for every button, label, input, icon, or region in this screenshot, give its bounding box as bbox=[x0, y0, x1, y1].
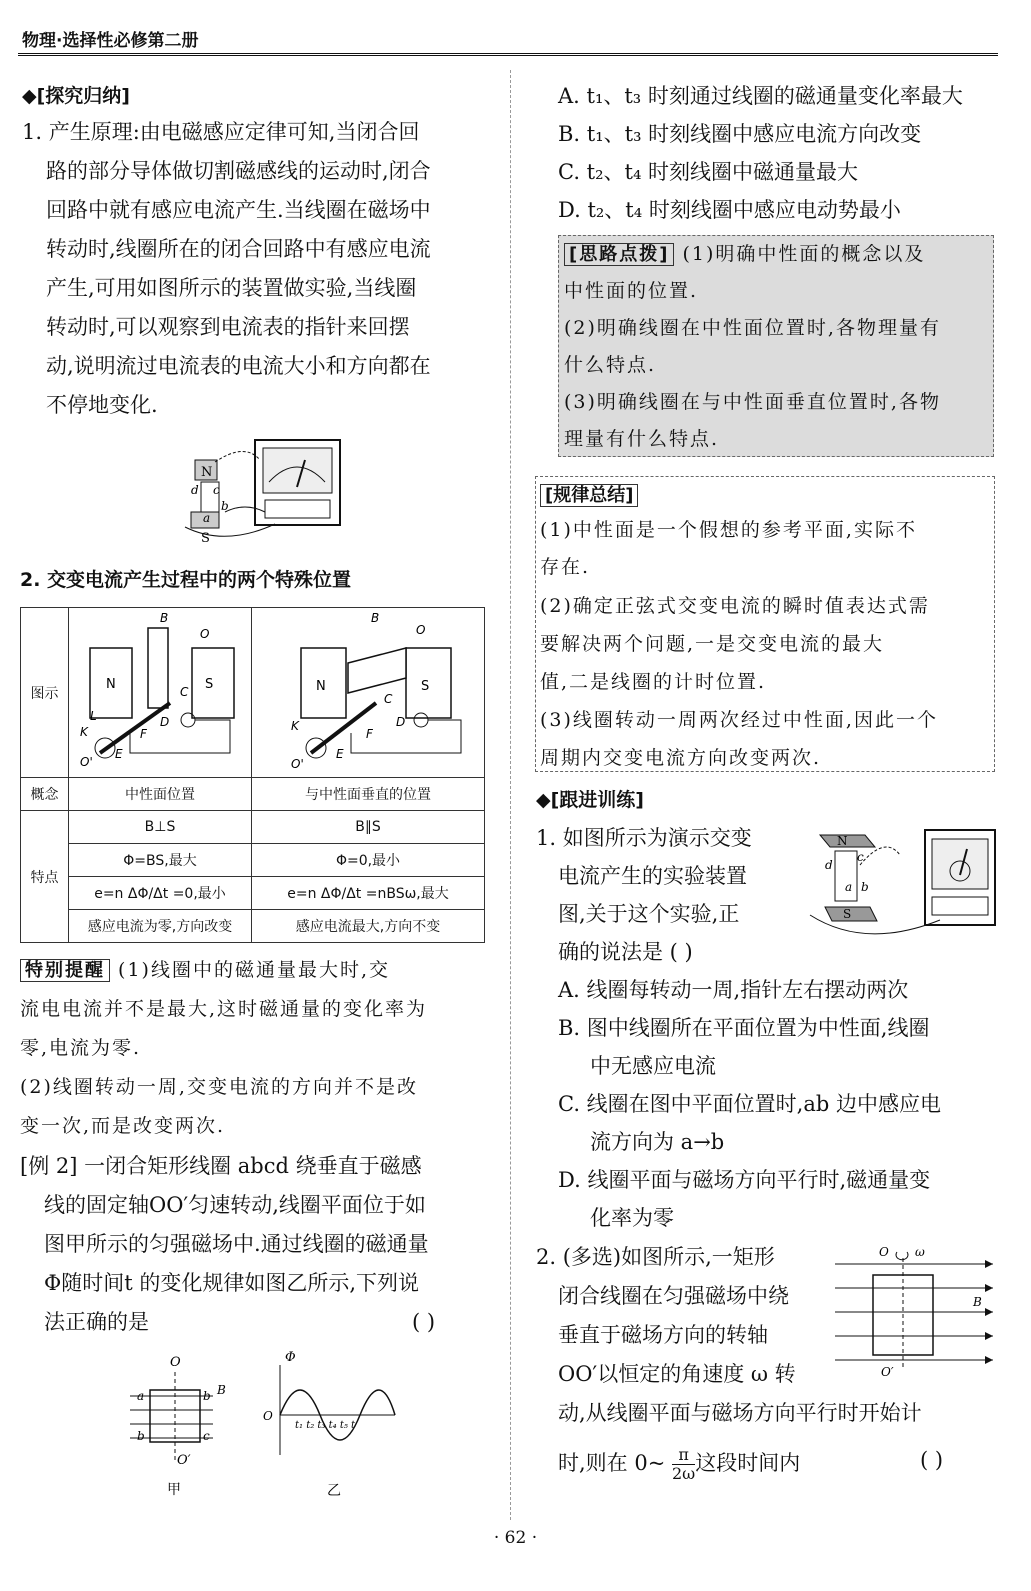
feature-cell: Φ=BS,最大 bbox=[69, 844, 252, 877]
example-line bbox=[20, 1152, 422, 1180]
label-n: N bbox=[837, 834, 848, 848]
q1-option-b-cont: 中无感应电流 bbox=[590, 1054, 716, 1078]
label-b: B bbox=[370, 611, 379, 625]
label-e: E bbox=[335, 747, 344, 761]
label-d: d bbox=[825, 858, 833, 872]
header-title: 物理·选择性必修第二册 bbox=[22, 31, 199, 51]
q1-line: 确的说法是 ( ) bbox=[558, 940, 693, 964]
label-a: a bbox=[845, 880, 853, 894]
example-tag: [例 2] bbox=[20, 1154, 78, 1178]
label-f: F bbox=[365, 727, 373, 741]
hint-line: 什么特点. bbox=[564, 354, 657, 376]
label-e: E bbox=[115, 747, 123, 761]
page-header bbox=[18, 22, 998, 56]
example-text: 一闭合矩形线圈 abcd 绕垂直于磁感 bbox=[77, 1154, 422, 1178]
reminder-tag: 特别提醒 bbox=[20, 959, 110, 982]
label-phi: Φ bbox=[285, 1350, 296, 1365]
q2-last-line bbox=[558, 1446, 800, 1483]
label-o-prime: O' bbox=[80, 755, 93, 769]
caption-jia: 甲 bbox=[167, 1482, 181, 1498]
rotation-arrow bbox=[860, 847, 900, 865]
label-b: b bbox=[221, 499, 229, 513]
feature-cell: 感应电流为零,方向改变 bbox=[69, 910, 252, 943]
feature-cell: e=n ΔΦ/Δt =nBSω,最大 bbox=[252, 877, 485, 910]
reminder-line bbox=[20, 956, 390, 985]
time-ticks: t₁ t₂ t₃ t₄ t₅ t bbox=[295, 1420, 356, 1431]
q2-line: 垂直于磁场方向的转轴 bbox=[558, 1323, 768, 1347]
example-line: 线的固定轴OO′匀速转动,线圈平面位于如 bbox=[44, 1193, 426, 1217]
label-o: O bbox=[415, 623, 425, 637]
page-number: · 62 · bbox=[493, 1528, 538, 1548]
row-label-diagram: 图示 bbox=[21, 608, 69, 778]
rotation-icon bbox=[896, 1252, 908, 1260]
label-o: O bbox=[200, 627, 210, 641]
ammeter-icon bbox=[181, 713, 195, 727]
para-line: 转动时,可以观察到电流表的指针来回摆 bbox=[46, 315, 410, 339]
arrow-head bbox=[985, 1284, 993, 1292]
example-line: 法正确的是 bbox=[44, 1310, 149, 1334]
rule-line: (2)确定正弦式交变电流的瞬时值表达式需 bbox=[540, 595, 930, 617]
neutral-plane-svg bbox=[70, 608, 250, 773]
rule-line: (3)线圈转动一周两次经过中性面,因此一个 bbox=[540, 709, 938, 731]
para-line: 路的部分导体做切割磁感线的运动时,闭合 bbox=[46, 159, 431, 183]
q1-line: 电流产生的实验装置 bbox=[558, 864, 747, 888]
ammeter-base bbox=[265, 500, 330, 518]
figure-jia bbox=[125, 1350, 235, 1500]
label-omega: ω bbox=[915, 1245, 925, 1259]
rule-tag: [规律总结] bbox=[540, 480, 638, 510]
q2-last-suffix: 这段时间内 bbox=[695, 1451, 801, 1475]
q1-line: 图,关于这个实验,正 bbox=[558, 902, 740, 926]
q2-line: 2. (多选)如图所示,一矩形 bbox=[536, 1245, 775, 1269]
para-line: 转动时,线圈所在的闭合回路中有感应电流 bbox=[46, 237, 431, 261]
q1-option-d-cont: 化率为零 bbox=[590, 1206, 674, 1230]
label-b: B bbox=[160, 611, 169, 625]
caption-yi: 乙 bbox=[327, 1483, 341, 1499]
option-d: D. t₂、t₄ 时刻线圈中感应电动势最小 bbox=[558, 198, 901, 222]
para-line: 产生,可用如图所示的装置做实验,当线圈 bbox=[46, 276, 417, 300]
feature-cell: B∥S bbox=[252, 811, 485, 844]
hint-line: 理量有什么特点. bbox=[564, 428, 720, 450]
arrow-head bbox=[985, 1356, 993, 1364]
label-d: D bbox=[160, 715, 170, 729]
hint-line: (2)明确线圈在中性面位置时,各物理量有 bbox=[564, 317, 941, 339]
column-divider bbox=[510, 70, 511, 1520]
hint-line: 中性面的位置. bbox=[564, 280, 699, 302]
label-o-prime: O' bbox=[290, 757, 304, 771]
perpendicular-svg bbox=[256, 608, 481, 773]
perpendicular-diagram bbox=[252, 608, 485, 778]
feature-cell: e=n ΔΦ/Δt =0,最小 bbox=[69, 877, 252, 910]
section-training-title: ◆[跟进训练] bbox=[536, 789, 644, 811]
para-line: 1. 产生原理:由电磁感应定律可知,当闭合回 bbox=[22, 120, 420, 144]
label-s: S bbox=[205, 677, 214, 692]
example-line: 图甲所示的匀强磁场中.通过线圈的磁通量 bbox=[44, 1232, 429, 1256]
hint-tag: [思路点拨] bbox=[564, 243, 674, 266]
section-explore-title: ◆[探究归纳] bbox=[22, 85, 130, 107]
rule-line: 存在. bbox=[540, 556, 591, 578]
label-a: a bbox=[137, 1389, 145, 1403]
neutral-plane-diagram bbox=[69, 608, 252, 778]
coil-horizontal bbox=[348, 648, 406, 693]
label-c: c bbox=[203, 1429, 210, 1443]
label-l: L bbox=[90, 709, 97, 723]
label-a: a bbox=[203, 511, 211, 525]
fraction-numerator: π bbox=[672, 1446, 695, 1465]
arrow-head bbox=[985, 1308, 993, 1316]
coil-vertical bbox=[148, 628, 168, 708]
label-b: B bbox=[973, 1295, 982, 1309]
label-d: d bbox=[191, 483, 199, 497]
arrow-head bbox=[985, 1260, 993, 1268]
q1-option-c-cont: 流方向为 a→b bbox=[590, 1130, 725, 1154]
para-line: 不停地变化. bbox=[46, 393, 158, 417]
concept-neutral: 中性面位置 bbox=[69, 778, 252, 811]
rule-line: 值,二是线圈的计时位置. bbox=[540, 671, 767, 693]
row-label-concept: 概念 bbox=[21, 778, 69, 811]
label-o: O bbox=[170, 1355, 181, 1370]
reminder-line: 零,电流为零. bbox=[20, 1037, 142, 1059]
concept-perpendicular: 与中性面垂直的位置 bbox=[252, 778, 485, 811]
label-f: F bbox=[140, 727, 147, 741]
hint-line: (3)明确线圈在与中性面垂直位置时,各物 bbox=[564, 391, 941, 413]
q2-line: 动,从线圈平面与磁场方向平行时开始计 bbox=[558, 1401, 922, 1425]
q1-line: 1. 如图所示为演示交变 bbox=[536, 826, 752, 850]
label-b: b bbox=[861, 880, 869, 894]
q2-answer-paren: ( ) bbox=[920, 1448, 944, 1472]
label-b-top: b bbox=[203, 1389, 211, 1403]
reminder-text: (1)线圈中的磁通量最大时,交 bbox=[110, 959, 390, 981]
label-s: S bbox=[843, 907, 852, 921]
reminder-line: (2)线圈转动一周,交变电流的方向并不是改 bbox=[20, 1076, 418, 1098]
fraction-denominator: 2ω bbox=[672, 1464, 696, 1483]
option-b: B. t₁、t₃ 时刻线圈中感应电流方向改变 bbox=[558, 122, 922, 146]
label-c: C bbox=[180, 685, 189, 699]
fraction bbox=[672, 1446, 695, 1483]
option-c: C. t₂、t₄ 时刻线圈中磁通量最大 bbox=[558, 160, 859, 184]
rule-line: 周期内交变电流方向改变两次. bbox=[540, 747, 822, 769]
q1-option-b: B. 图中线圈所在平面位置为中性面,线圈 bbox=[558, 1016, 930, 1040]
label-c: c bbox=[213, 483, 220, 497]
example-line: Φ随时间t 的变化规律如图乙所示,下列说 bbox=[44, 1271, 420, 1295]
label-k: K bbox=[290, 719, 299, 733]
label-n: N bbox=[315, 679, 326, 694]
label-n: N bbox=[201, 465, 213, 480]
feature-cell: 感应电流最大,方向不变 bbox=[252, 910, 485, 943]
label-s: S bbox=[201, 531, 210, 546]
q2-line: 闭合线圈在匀强磁场中绕 bbox=[558, 1284, 789, 1308]
rotation-arrow bbox=[215, 451, 260, 462]
q1-apparatus-figure bbox=[805, 825, 1000, 955]
label-c: c bbox=[857, 850, 864, 864]
rule-line: (1)中性面是一个假想的参考平面,实际不 bbox=[540, 519, 917, 541]
special-positions-title: 2. 交变电流产生过程中的两个特殊位置 bbox=[20, 569, 352, 591]
ammeter-base bbox=[932, 897, 988, 915]
label-n: N bbox=[106, 677, 116, 692]
generator-ammeter-figure bbox=[165, 432, 350, 552]
label-field-b: B bbox=[217, 1383, 226, 1397]
para-line: 回路中就有感应电流产生.当线圈在磁场中 bbox=[46, 198, 431, 222]
label-o-prime: O′ bbox=[881, 1365, 894, 1379]
hint-line bbox=[564, 240, 925, 269]
q1-option-c: C. 线圈在图中平面位置时,ab 边中感应电 bbox=[558, 1092, 941, 1116]
answer-paren: ( ) bbox=[412, 1310, 436, 1334]
hint-text: (1)明确中性面的概念以及 bbox=[674, 243, 926, 265]
label-c: C bbox=[383, 692, 392, 706]
label-o: O bbox=[879, 1245, 889, 1259]
q1-option-d: D. 线圈平面与磁场方向平行时,磁通量变 bbox=[558, 1168, 931, 1192]
special-positions-table bbox=[20, 607, 485, 943]
rule-line: 要解决两个问题,一是交变电流的最大 bbox=[540, 633, 885, 655]
magnet-n bbox=[820, 835, 875, 847]
feature-cell: B⊥S bbox=[69, 811, 252, 844]
row-label-feature: 特点 bbox=[21, 811, 69, 943]
feature-cell: Φ=0,最小 bbox=[252, 844, 485, 877]
label-d: D bbox=[395, 715, 405, 729]
arrow-head bbox=[985, 1332, 993, 1340]
label-k: K bbox=[80, 725, 88, 739]
q2-coil-figure bbox=[835, 1240, 1000, 1380]
reminder-line: 变一次,而是改变两次. bbox=[20, 1115, 226, 1137]
q1-option-a: A. 线圈每转动一周,指针左右摆动两次 bbox=[558, 978, 909, 1002]
figure-yi bbox=[255, 1345, 405, 1500]
para-line: 动,说明流过电流表的电流大小和方向都在 bbox=[46, 354, 431, 378]
label-s: S bbox=[420, 679, 429, 694]
q2-last-prefix: 时,则在 0~ bbox=[558, 1451, 666, 1475]
label-origin: O bbox=[263, 1409, 273, 1423]
q2-line: OO′以恒定的角速度 ω 转 bbox=[558, 1362, 796, 1386]
label-o-prime: O′ bbox=[177, 1453, 191, 1468]
label-b-bottom: b bbox=[137, 1429, 145, 1443]
option-a: A. t₁、t₃ 时刻通过线圈的磁通量变化率最大 bbox=[558, 84, 963, 108]
reminder-line: 流电电流并不是最大,这时磁通量的变化率为 bbox=[20, 998, 428, 1020]
